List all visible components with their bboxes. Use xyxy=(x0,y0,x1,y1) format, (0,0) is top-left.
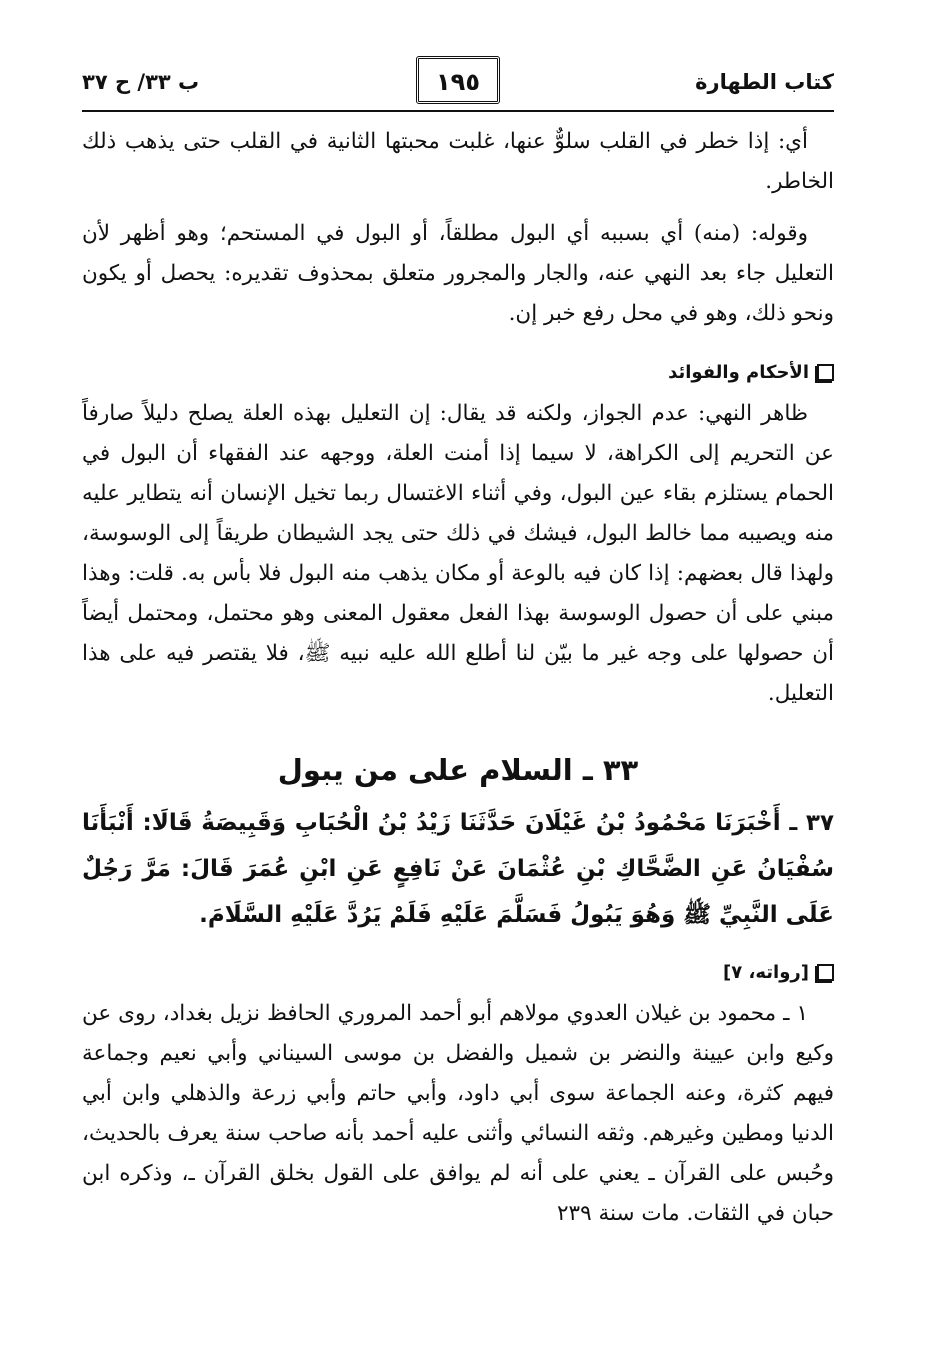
hadith-text: ٣٧ ـ أَخْبَرَنَا مَحْمُودُ بْنُ غَيْلَانَ حَدَّثَنَا زَيْدُ بْنُ الْحُبَابِ وَقَبِيصَةُ قَالَا: أَنْبَأَنَا سُفْيَانُ عَنِ الضَّحَّاكِ بْنِ عُثْمَانَ عَنْ نَافِعٍ عَنِ ابْنِ عُمَرَ قَالَ: مَرَّ رَجُلٌ عَلَى النَّبِيِّ ﷺ وَهُوَ يَبُولُ فَسَلَّمَ عَلَيْهِ فَلَمْ يَرُدَّ عَلَيْهِ السَّلَامَ. xyxy=(82,810,834,928)
commentary-paragraph-1: أي: إذا خطر في القلب سلوٌّ عنها، غلبت محبتها الثانية في القلب حتى يذهب ذلك الخاطر. xyxy=(82,129,834,194)
commentary-paragraph-2: وقوله: (منه) أي بسببه أي البول مطلقاً، أو البول في المستحم؛ وهو أظهر لأن التعليل جاء بعد النهي عنه، والجار والمجرور متعلق بمحذوف تقديره: يحصل أو يكون ونحو ذلك، وهو في محل رفع خبر إن. xyxy=(82,221,834,326)
rulings-paragraph: ظاهر النهي: عدم الجواز، ولكنه قد يقال: إن التعليل بهذه العلة يصلح دليلاً صارفاً عن التحريم إلى الكراهة، لا سيما إذا أمنت العلة، ووجهه عند الفقهاء أن البول في الحمام يستلزم بقاء عين البول، وفي أثناء الاغتسال ربما تخيل الإنسان أنه يتطاير عليه منه ويصيبه مما خالط البول، فيشك في ذلك حتى يجد الشيطان طريقاً إلى الوسوسة، ولهذا قال بعضهم: إذا كان فيه بالوعة أو مكان يذهب منه البول فلا بأس به. قلت: وهذا مبني على أن حصول الوسوسة بهذا الفعل معقول المعنى وهو محتمل، ومحتمل أيضاً أن حصولها على وجه غير ما بيّن لنا أطلع الله عليه نبيه ﷺ، فلا يقتصر فيه على هذا التعليل. xyxy=(82,401,834,706)
narrator-biography: ١ ـ محمود بن غيلان العدوي مولاهم أبو أحمد المروري الحافظ نزيل بغداد، روى عن وكيع وابن عيينة والنضر بن شميل والفضل بن موسى السيناني وأبي نعيم وجماعة فيهم كثرة، وعنه الجماعة سوى أبي داود، وأبي حاتم وأبي زرعة والذهلي وابن أبي الدنيا ومطين وغيرهم. وثقه النسائي وأثنى عليه أحمد بأنه صاحب سنة يعرف بالحديث، وحُبس على القرآن ـ يعني على أنه لم يوافق على القول بخلق القرآن ـ، وذكره ابن حبان في الثقات. مات سنة ٢٣٩ xyxy=(82,1001,834,1226)
rulings-heading-label: الأحكام والفوائد xyxy=(668,361,809,383)
book-title: كتاب الطهارة xyxy=(695,70,834,94)
book-page xyxy=(82,56,834,1336)
chapter-hadith-reference: ب ٣٣/ ح ٣٧ xyxy=(82,70,200,94)
square-bullet-icon xyxy=(817,964,834,981)
narrators-heading-label: [رواته، ٧] xyxy=(723,961,809,983)
narrators-heading xyxy=(82,956,834,988)
running-header xyxy=(82,56,834,112)
square-bullet-icon xyxy=(817,364,834,381)
chapter-title: ٣٣ ـ السلام على من يبول xyxy=(277,753,639,787)
rulings-heading xyxy=(82,356,834,388)
page-number: ١٩٥ xyxy=(416,56,500,104)
